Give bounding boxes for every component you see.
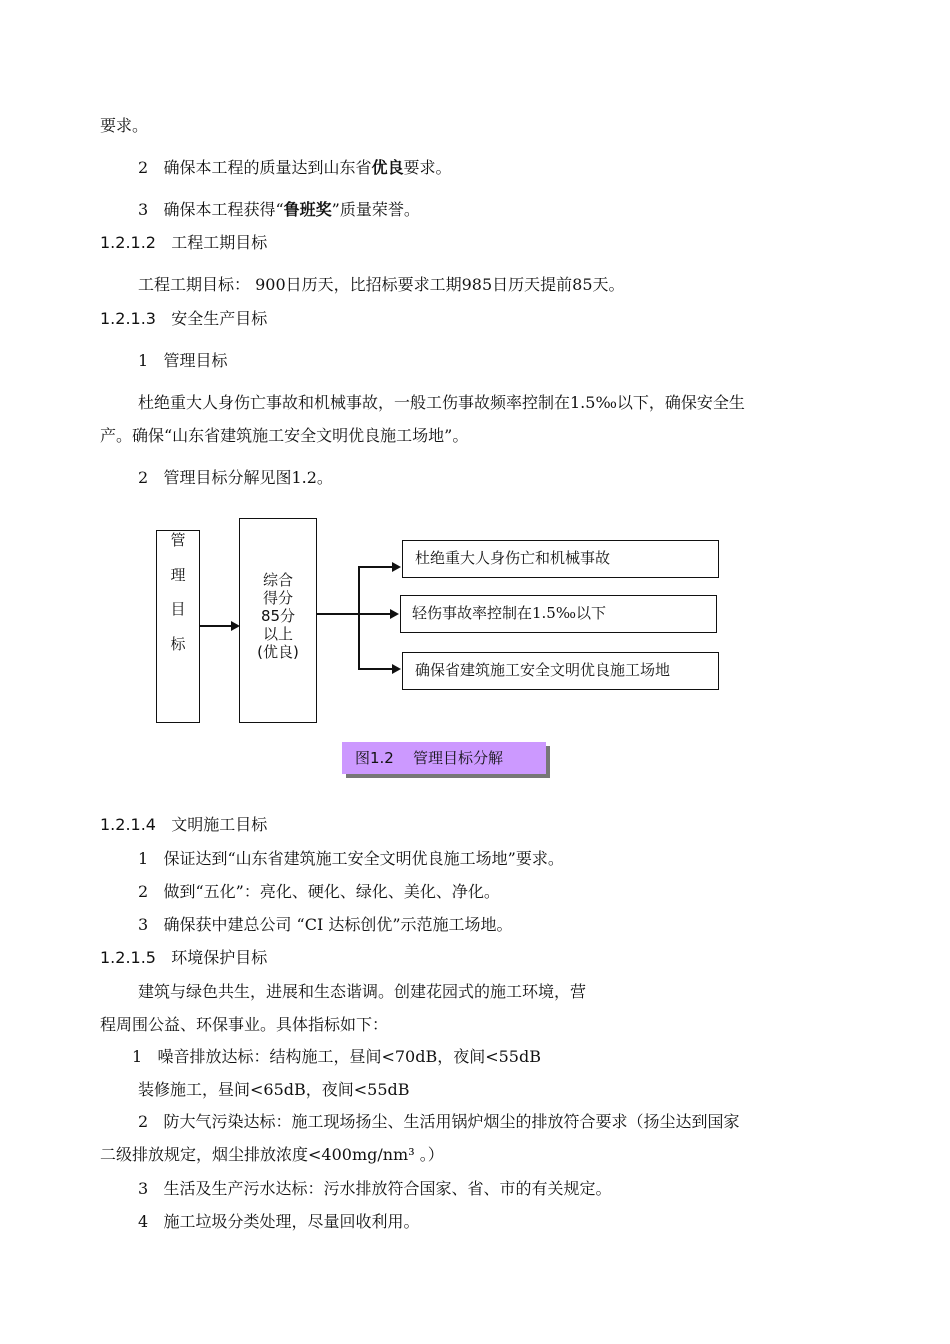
item-text: 管理目标 <box>163 351 228 370</box>
connector-trunk <box>358 566 360 669</box>
goal-box-char: 管 <box>170 531 186 549</box>
item-bold-text: 鲁班奖 <box>283 200 332 219</box>
safety-paragraph-line2: 产。确保“山东省建筑施工安全文明优良施工场地”。 <box>100 426 469 445</box>
safety-item-2 <box>138 468 333 488</box>
environment-item-4 <box>138 1212 419 1232</box>
item-text: 确保获中建总公司 “CI 达标创优”示范施工场地。 <box>163 915 513 934</box>
quality-item-2 <box>138 158 452 178</box>
connector-branch <box>358 566 393 568</box>
arrow-head-icon <box>390 609 399 619</box>
environment-intro-line2: 程周围公益、环保事业。具体指标如下： <box>100 1015 389 1034</box>
environment-item-2-line2: 二级排放规定，烟尘排放浓度<400mg/nm³ 。） <box>100 1145 444 1164</box>
item-text: 施工垃圾分类处理，尽量回收利用。 <box>163 1212 420 1231</box>
environment-intro-line1: 建筑与绿色共生，进展和生态谐调。创建花园式的施工环境，营 <box>138 982 587 1001</box>
item-number: 4 <box>138 1212 149 1231</box>
item-number: 1 <box>132 1047 143 1066</box>
section-heading-schedule <box>100 233 267 253</box>
item-text-end: ”质量荣誉。 <box>331 200 420 219</box>
item-text: 防大气污染达标：施工现场扬尘、生活用锅炉烟尘的排放符合要求（扬尘达到国家 <box>163 1112 740 1131</box>
section-heading-civil <box>100 815 267 835</box>
goal-box-char: 标 <box>170 635 186 653</box>
goal-box <box>156 530 200 723</box>
environment-item-1-continuation: 装修施工，昼间<65dB，夜间<55dB <box>138 1080 410 1099</box>
paragraph-continuation: 要求。 <box>100 116 149 135</box>
environment-item-3 <box>138 1179 611 1199</box>
civil-item-3 <box>138 915 513 935</box>
item-text: 确保本工程的质量达到山东省 <box>163 158 372 177</box>
figure-caption <box>342 742 546 774</box>
quality-item-3 <box>138 200 420 220</box>
item-text: 管理目标分解见图1.2。 <box>163 468 333 487</box>
item-text-end: 要求。 <box>403 158 452 177</box>
caption-text: 管理目标分解 <box>412 749 503 767</box>
item-text: 生活及生产污水达标：污水排放符合国家、省、市的有关规定。 <box>163 1179 612 1198</box>
heading-text: 环境保护目标 <box>171 948 268 967</box>
schedule-body: 工程工期目标： 900日历天，比招标要求工期985日历天提前85天。 <box>138 275 625 294</box>
civil-item-2 <box>138 882 500 902</box>
heading-number: 1.2.1.2 <box>100 233 156 252</box>
item-number: 2 <box>138 468 149 487</box>
heading-number: 1.2.1.5 <box>100 948 156 967</box>
item-number: 3 <box>138 915 149 934</box>
goal-box-char: 目 <box>170 600 186 618</box>
arrow-head-icon <box>392 562 401 572</box>
item-number: 2 <box>138 1112 149 1131</box>
target-box-1: 杜绝重大人身伤亡和机械事故 <box>402 540 719 578</box>
connector-line <box>317 613 359 615</box>
item-text: 噪音排放达标：结构施工，昼间<70dB，夜间<55dB <box>157 1047 541 1066</box>
item-number: 2 <box>138 158 149 177</box>
caption-number: 图1.2 <box>355 749 394 767</box>
item-text: 确保本工程获得“ <box>163 200 284 219</box>
target-box-2: 轻伤事故率控制在1.5‰以下 <box>400 595 717 633</box>
score-line: (优良) <box>257 643 299 661</box>
score-box-text <box>240 571 316 661</box>
civil-item-1 <box>138 849 564 869</box>
section-heading-safety <box>100 309 267 329</box>
connector-branch <box>358 668 393 670</box>
heading-text: 文明施工目标 <box>171 815 268 834</box>
score-line: 以上 <box>262 625 293 643</box>
goal-box-char: 理 <box>170 566 186 584</box>
item-text: 保证达到“山东省建筑施工安全文明优良施工场地”要求。 <box>163 849 564 868</box>
safety-item-1 <box>138 351 227 371</box>
heading-text: 工程工期目标 <box>171 233 268 252</box>
item-number: 1 <box>138 351 149 370</box>
environment-item-2 <box>138 1112 739 1132</box>
section-heading-environment <box>100 948 267 968</box>
item-text: 做到“五化”：亮化、硬化、绿化、美化、净化。 <box>163 882 500 901</box>
heading-number: 1.2.1.4 <box>100 815 156 834</box>
score-line: 得分 <box>262 589 293 607</box>
score-line: 85分 <box>260 607 296 625</box>
score-box <box>239 518 317 723</box>
item-number: 2 <box>138 882 149 901</box>
item-number: 3 <box>138 200 149 219</box>
item-number: 3 <box>138 1179 149 1198</box>
item-number: 1 <box>138 849 149 868</box>
environment-item-1 <box>132 1047 541 1067</box>
target-box-3: 确保省建筑施工安全文明优良施工场地 <box>402 652 719 690</box>
item-bold-text: 优良 <box>371 158 404 177</box>
arrow-head-icon <box>392 664 401 674</box>
connector-branch <box>358 613 391 615</box>
safety-paragraph-line1: 杜绝重大人身伤亡事故和机械事故，一般工伤事故频率控制在1.5‰以下，确保安全生 <box>138 393 745 412</box>
heading-text: 安全生产目标 <box>171 309 268 328</box>
connector-line <box>200 625 232 627</box>
heading-number: 1.2.1.3 <box>100 309 156 328</box>
score-line: 综合 <box>262 571 293 589</box>
